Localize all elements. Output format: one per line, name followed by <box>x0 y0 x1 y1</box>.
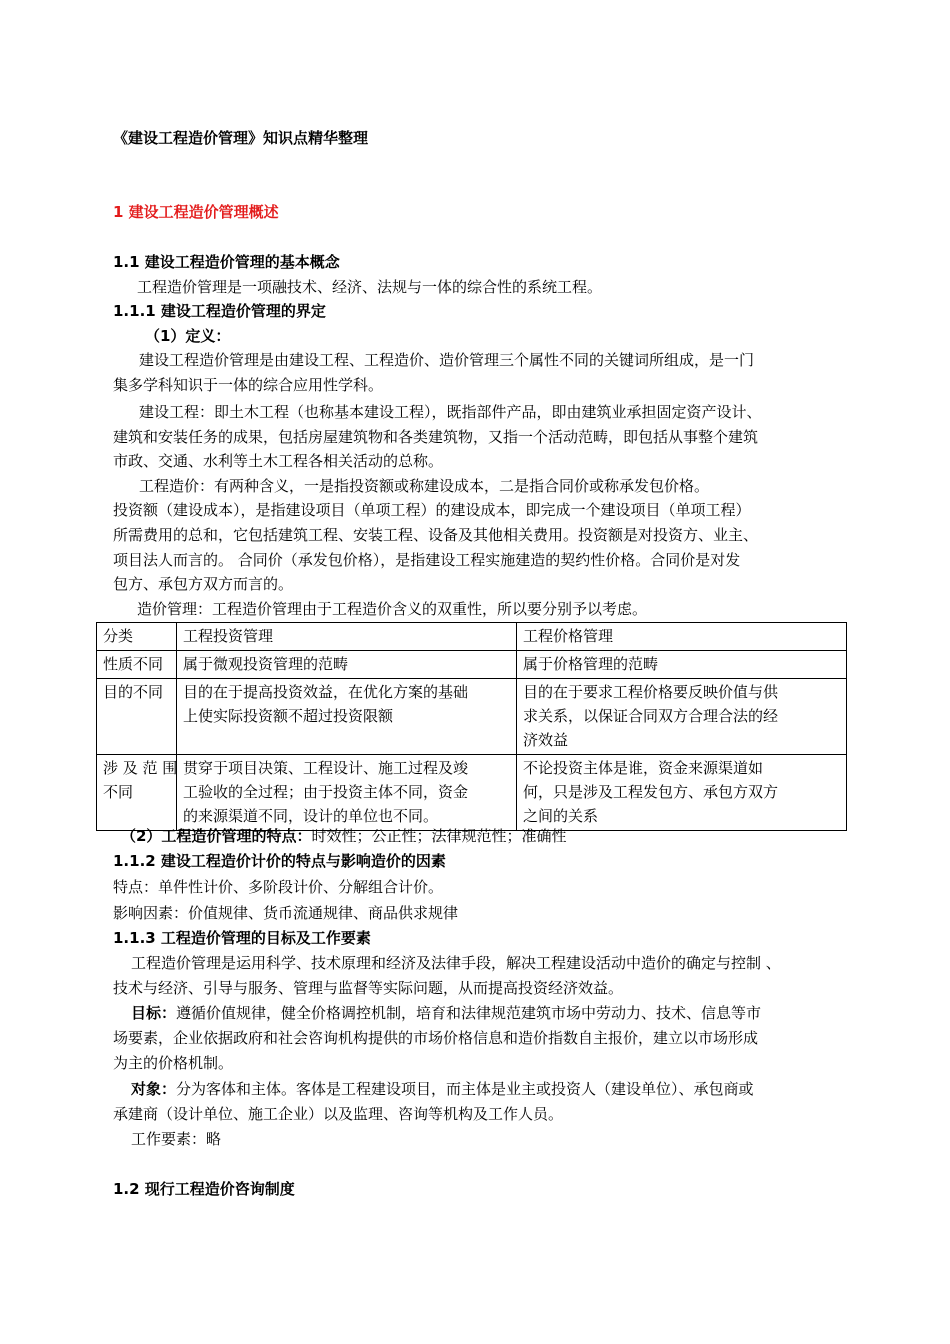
cell-text: 不论投资主体是谁，资金来源渠道如 <box>523 759 764 777</box>
section-1-1-intro: 工程造价管理是一项融技术、经济、法规与一体的综合性的系统工程。 <box>137 278 603 296</box>
object-line-2: 承建商（设计单位、施工企业）以及监理、咨询等机构及工作人员。 <box>113 1105 564 1123</box>
definition-paragraph-2-line-3: 市政、交通、水利等土木工程各相关活动的总称。 <box>113 452 444 470</box>
definition-heading: （1）定义： <box>145 327 231 345</box>
definition-paragraph-5: 造价管理：工程造价管理由于工程造价含义的双重性，所以要分别予以考虑。 <box>137 600 648 618</box>
cell-text: 济效益 <box>523 731 569 749</box>
object-text: 分为客体和主体。客体是工程建设项目，而主体是业主或投资人（建设单位）、承包商或 <box>176 1080 754 1098</box>
table-cell <box>97 651 177 679</box>
table-cell <box>517 755 847 831</box>
cell-text: 不同 <box>103 783 134 801</box>
table-header-cell: 分类 <box>97 623 177 651</box>
cell-text: 目的在于提高投资效益，在优化方案的基础 <box>183 683 469 701</box>
section-1-1-2-factors: 影响因素：价值规律、货币流通规律、商品供求规律 <box>113 904 459 922</box>
definition-paragraph-4-line-4: 包方、承包方双方而言的。 <box>113 575 294 593</box>
section-1-1-3-paragraph-line-2: 技术与经济、引导与服务、管理与监督等实际问题，从而提高投资经济效益。 <box>113 979 624 997</box>
cell-text: 工验收的全过程；由于投资主体不同，资金 <box>183 783 469 801</box>
object-label: 对象： <box>131 1080 177 1098</box>
table-cell <box>97 755 177 831</box>
features-text: 时效性；公正性；法律规范性；准确性 <box>311 827 567 845</box>
definition-paragraph-4-line-1: 投资额（建设成本），是指建设项目（单项工程）的建设成本，即完成一个建设项目（单项工程） <box>113 501 751 519</box>
cell-text: 属于价格管理的范畴 <box>523 655 659 673</box>
goal-line-2: 场要素，企业依据政府和社会咨询机构提供的市场价格信息和造价指数自主报价，建立以市场形成 <box>113 1029 759 1047</box>
cell-text: 属于微观投资管理的范畴 <box>183 655 349 673</box>
features-line <box>121 826 566 846</box>
table-row <box>97 755 847 831</box>
definition-paragraph-2-line-1: 建设工程：即土木工程（也称基本建设工程），既指部件产品，即由建筑业承担固定资产设计、 <box>139 403 762 421</box>
table-header-row <box>97 623 847 651</box>
cell-text: 贯穿于项目决策、工程设计、施工过程及竣 <box>183 759 469 777</box>
object-line-1 <box>131 1079 754 1099</box>
section-1-1-3-paragraph-line-1: 工程造价管理是运用科学、技术原理和经济及法律手段，解决工程建设活动中造价的确定与控制 、 <box>131 954 781 972</box>
goal-text: 遵循价值规律，健全价格调控机制，培育和法律规范建筑市场中劳动力、技术、信息等市 <box>176 1004 762 1022</box>
table-row <box>97 651 847 679</box>
table-cell <box>177 679 517 755</box>
table-header-cell: 工程价格管理 <box>517 623 847 651</box>
table-cell <box>97 679 177 755</box>
section-1-1-2-features: 特点：单件性计价、多阶段计价、分解组合计价。 <box>113 878 444 896</box>
cell-text: 求关系，以保证合同双方合理合法的经 <box>523 707 779 725</box>
definition-paragraph-3: 工程造价：有两种含义，一是指投资额或称建设成本，二是指合同价或称承发包价格。 <box>139 477 710 495</box>
goal-line-3: 为主的价格机制。 <box>113 1054 234 1072</box>
cell-text: 何，只是涉及工程发包方、承包方双方 <box>523 783 779 801</box>
definition-paragraph-4-line-3: 项目法人而言的。 合同价（承发包价格），是指建设工程实施建造的契约性价格。合同价是对发 <box>113 551 741 569</box>
definition-paragraph-1-line-2: 集多学科知识于一体的综合应用性学科。 <box>113 376 384 394</box>
cell-text: 涉 及 范 围 <box>103 759 178 777</box>
section-heading-1-1: 1.1 建设工程造价管理的基本概念 <box>113 253 340 271</box>
section-heading-1-2: 1.2 现行工程造价咨询制度 <box>113 1180 295 1198</box>
table-cell <box>517 651 847 679</box>
goal-line-1 <box>131 1003 761 1023</box>
goal-label: 目标： <box>131 1004 177 1022</box>
cell-text: 目的不同 <box>103 683 164 701</box>
cell-text: 上使实际投资额不超过投资限额 <box>183 707 394 725</box>
chapter-heading: 1 建设工程造价管理概述 <box>113 203 279 221</box>
table-cell <box>517 679 847 755</box>
cell-text: 之间的关系 <box>523 807 599 825</box>
definition-paragraph-1-line-1: 建设工程造价管理是由建设工程、工程造价、造价管理三个属性不同的关键词所组成，是一门 <box>139 351 755 369</box>
definition-paragraph-4-line-2: 所需费用的总和，它包括建筑工程、安装工程、设备及其他相关费用。投资额是对投资方、业主、 <box>113 526 759 544</box>
table-row <box>97 679 847 755</box>
table-cell <box>177 755 517 831</box>
work-elements: 工作要素：略 <box>131 1130 222 1148</box>
table-cell <box>177 651 517 679</box>
document-title: 《建设工程造价管理》知识点精华整理 <box>113 129 369 147</box>
cell-text: 性质不同 <box>103 655 164 673</box>
comparison-table <box>96 622 847 831</box>
table-header-cell: 工程投资管理 <box>177 623 517 651</box>
cell-text: 的来源渠道不同，设计的单位也不同。 <box>183 807 439 825</box>
section-heading-1-1-3: 1.1.3 工程造价管理的目标及工作要素 <box>113 929 371 947</box>
features-label: （2）工程造价管理的特点： <box>121 827 312 845</box>
section-heading-1-1-1: 1.1.1 建设工程造价管理的界定 <box>113 302 326 320</box>
cell-text: 目的在于要求工程价格要反映价值与供 <box>523 683 779 701</box>
section-heading-1-1-2: 1.1.2 建设工程造价计价的特点与影响造价的因素 <box>113 852 446 870</box>
definition-paragraph-2-line-2: 建筑和安装任务的成果，包括房屋建筑物和各类建筑物，又指一个活动范畴，即包括从事整个建筑 <box>113 428 759 446</box>
